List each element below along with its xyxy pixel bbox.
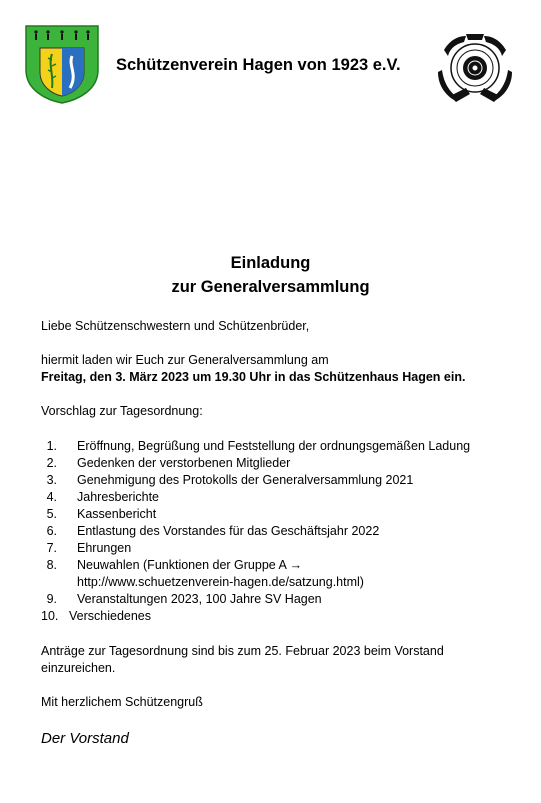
list-item bbox=[41, 591, 470, 608]
agenda-number: 7. bbox=[46, 541, 57, 555]
club-name: Schützenverein Hagen von 1923 e.V. bbox=[116, 56, 401, 74]
agenda-text: Verschiedenes bbox=[69, 609, 152, 623]
list-item bbox=[41, 438, 470, 455]
list-item bbox=[41, 472, 470, 489]
agenda-text: Genehmigung des Protokolls der Generalversammlung 2021 bbox=[77, 473, 414, 487]
agenda-text: Veranstaltungen 2023, 100 Jahre SV Hagen bbox=[77, 592, 322, 606]
agenda-text: Eröffnung, Begrüßung und Feststellung der ordnungsgemäßen Ladung bbox=[77, 439, 471, 453]
agenda-text bbox=[77, 557, 364, 591]
agenda-number: 1. bbox=[46, 439, 57, 453]
agenda-text: Gedenken der verstorbenen Mitglieder bbox=[77, 456, 291, 470]
statute-link[interactable]: http://www.schuetzenverein-hagen.de/satzung.html) bbox=[77, 575, 364, 589]
target-emblem-icon bbox=[436, 30, 514, 104]
agenda-number: 5. bbox=[46, 507, 57, 521]
meeting-date: Freitag, den 3. März 2023 um 19.30 Uhr in das Schützenhaus Hagen ein. bbox=[41, 370, 466, 384]
salutation: Liebe Schützenschwestern und Schützenbrüder, bbox=[41, 319, 310, 333]
agenda-text-line: Neuwahlen (Funktionen der Gruppe A → bbox=[77, 558, 303, 572]
agenda-number: 2. bbox=[46, 456, 57, 470]
agenda-text: Jahresberichte bbox=[77, 490, 159, 504]
agenda-text: Ehrungen bbox=[77, 541, 132, 555]
document-title: Einladung bbox=[230, 254, 311, 272]
deadline-text-line1: Anträge zur Tagesordnung sind bis zum 25. Februar 2023 beim Vorstand bbox=[41, 644, 444, 658]
agenda-number: 9. bbox=[46, 592, 57, 606]
closing-greeting: Mit herzlichem Schützengruß bbox=[41, 695, 203, 709]
agenda-intro: Vorschlag zur Tagesordnung: bbox=[41, 404, 203, 418]
agenda-text: Kassenbericht bbox=[77, 507, 157, 521]
deadline-text-line2: einzureichen. bbox=[41, 661, 116, 675]
club-logo bbox=[24, 24, 100, 104]
agenda-number: 6. bbox=[46, 524, 57, 538]
list-item bbox=[41, 540, 470, 557]
signature: Der Vorstand bbox=[41, 730, 129, 747]
list-item bbox=[41, 489, 470, 506]
intro-text: hiermit laden wir Euch zur Generalversammlung am bbox=[41, 353, 329, 367]
agenda-number: 4. bbox=[46, 490, 57, 504]
list-item bbox=[41, 608, 470, 625]
agenda-list bbox=[41, 438, 470, 625]
agenda-text: Entlastung des Vorstandes für das Geschäftsjahr 2022 bbox=[77, 524, 380, 538]
list-item bbox=[41, 557, 470, 591]
agenda-number: 8. bbox=[46, 558, 57, 572]
agenda-number: 10. bbox=[41, 609, 59, 623]
list-item bbox=[41, 455, 470, 472]
list-item bbox=[41, 506, 470, 523]
list-item bbox=[41, 523, 470, 540]
agenda-number: 3. bbox=[46, 473, 57, 487]
document-subtitle: zur Generalversammlung bbox=[171, 278, 370, 296]
